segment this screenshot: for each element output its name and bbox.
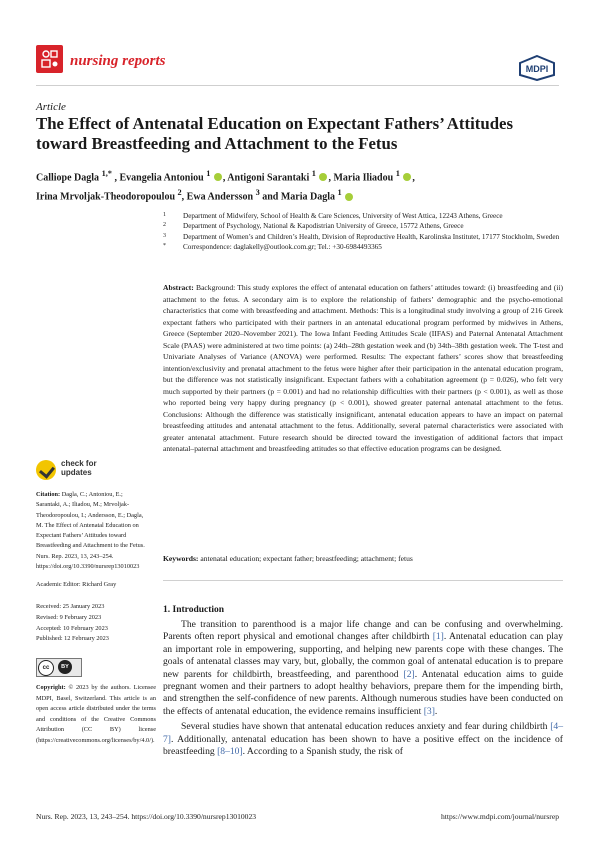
paragraph-text: . Antenatal education aims to guide pregnant women and their partners to adopt healthy behaviors, prepare them for the impending birth, and strengthen the self-confidence of new parents. Although numerous studies have been conducted on the effects of antenatal education, the evidence remains insufficient xyxy=(163,668,564,717)
paragraph-text: . According to a Spanish study, the risk of xyxy=(242,746,403,758)
author-affiliation-mark: 2 xyxy=(177,188,182,198)
check-for-updates-icon xyxy=(36,460,56,480)
footer-citation[interactable]: Nurs. Rep. 2023, 13, 243–254. https://doi.org/10.3390/nursrep13010023 xyxy=(36,812,257,821)
section-divider xyxy=(163,580,563,581)
published-date: Published: 12 February 2023 xyxy=(36,635,109,643)
author-name[interactable]: , Evangelia Antoniou xyxy=(114,172,207,184)
affiliation-item xyxy=(163,221,563,231)
section-heading: 1. Introduction xyxy=(163,605,225,615)
paragraph xyxy=(163,619,563,718)
affiliation-text: Department of Midwifery, School of Health & Care Sciences, University of West Attica, 12243 Athens, Greece xyxy=(183,212,503,220)
article-title: The Effect of Antenatal Education on Expectant Fathers’ Attitudes toward Breastfeeding and Attachment to the Fetus xyxy=(36,114,514,153)
paragraph-text: . Antenatal education can play an important role in empowering, supporting, and helping new parents cope with these changes. The goals of antenatal classes may vary, but, globally, the common goal of antenatal education is to prepare new parents for childbirth, breastfeeding, and parenthood xyxy=(163,631,563,680)
author-name[interactable]: , Ewa Andersson xyxy=(181,191,256,203)
author-affiliation-mark: 1 xyxy=(206,169,211,178)
check-updates-line: updates xyxy=(61,468,92,477)
author-name[interactable]: , Maria Iliadou xyxy=(328,172,396,184)
orcid-icon[interactable] xyxy=(403,173,411,181)
check-for-updates-label xyxy=(61,459,97,477)
author-affiliation-mark: 3 xyxy=(255,188,260,198)
orcid-icon[interactable] xyxy=(319,173,327,181)
abstract-label: Abstract: xyxy=(163,283,194,292)
copyright-text: © 2023 by the authors. Licensee MDPI, Basel, Switzerland. This article is an open access article distributed under the terms and conditions of the Creative Commons Attribution (CC BY) license (https://creativecommons.org/licenses/by/4.0/). xyxy=(36,684,156,744)
mdpi-logo-icon xyxy=(517,55,557,81)
accepted-date: Accepted: 10 February 2023 xyxy=(36,624,108,632)
citation-link[interactable]: [8–10] xyxy=(217,746,243,758)
cc-by-icon[interactable] xyxy=(36,658,82,677)
citation-link[interactable]: [4–7] xyxy=(163,721,563,745)
paragraph-text: The transition to parenthood is a major life change and can be confusing and overwhelming. Parents often report physical and emotional changes after childbirth xyxy=(163,619,563,643)
citation-text: Dagla, C.; Antoniou, E.; Sarantaki, A.; Iliadou, M.; Mrvoljak-Theodoropoulou, I.; Andersson, E.; Dagla, M. The Effect of Antenatal Education on Expectant Fathers’ Attitudes toward Breastfeeding and Attachment to the Fetus. Nurs. Rep. 2023, 13, 243–254. https://doi.org/10.3390/nursrep13010023 xyxy=(36,491,145,571)
author-name[interactable]: Irina Mrvoljak-Theodoropoulou xyxy=(36,191,178,203)
received-date: Received: 25 January 2023 xyxy=(36,603,105,610)
paragraph-text: . xyxy=(434,705,438,717)
publication-dates xyxy=(36,602,109,645)
author-affiliation-mark: 1 xyxy=(337,188,342,198)
journal-name: nursing reports xyxy=(70,53,166,69)
body-text xyxy=(163,619,563,761)
author-affiliation-mark: 1 xyxy=(311,169,316,178)
citation-link[interactable]: [1] xyxy=(432,631,444,643)
author-list: Calliope Dagla $^{1,*}$ , Evangelia Antoniou $^1$ , Antigoni Sarantaki $^1$ , Maria Iliadou $^1$ , Irina Mrvoljak-Theodoropoulou $^2$, Ewa Andersson $^3$ and Maria Dagla $^1$ xyxy=(36,169,415,203)
abstract-text: Background: This study explores the effect of antenatal education on fathers’ attitudes toward: (i) breastfeeding and (ii) attachment to the fetus. A secondary aim is to explore the relationship of fathers’ demographic and the psycho-emotional characteristics that come with breastfeeding and attachment. Methods: This is a longitudinal study involving a group of 216 Greek expectant fathers who participated with their partners in an antenatal educational program performed by midwives in Athens, Greece (September 2020–November 2021). The Iowa Infant Feeding Attitudes Scale (IIFAS) and Paternal Antenatal Attachment Scale (PAAS) were administered at two time points: (a) 24th–28th gestation week and (b) 34th–38th gestation week. The T-test and Univariate Analyses of Variance (ANOVA) were performed. Results: The expectant fathers’ scores show that breastfeeding intention/exclusivity and prenatal attachment to the fetus were higher after their participation in the antenatal education program, but the difference was not statistically insignificant. Expectant fathers with a cohabitation agreement (p = 0.026), who felt very much supported by their partners (p = 0.001) and had no relationship difficulties with their partners (p < 0.001), as well as those who reported being very happy during pregnancy (p < 0.001), showed greater paternal antenatal attachment to the fetus. Conclusions: Although the difference was statistically insignificant, antenatal education appears to have an impact on paternal breastfeeding attitudes and antenatal attachment to the fetus. Additionally, several paternal characteristics were associated with greater antenatal attachment. Future research should be directed toward the investigation of additional factors that impact antenatal–paternal attachment and breastfeeding attitudes so that effective education programs can be designed. xyxy=(163,283,563,453)
cc-label: cc xyxy=(38,660,54,676)
publisher-name: MDPI xyxy=(525,64,549,74)
affiliation-number: 1 xyxy=(163,212,166,218)
affiliation-item xyxy=(163,242,563,252)
orcid-icon[interactable] xyxy=(345,193,353,201)
footer-journal-url[interactable]: https://www.mdpi.com/journal/nursrep xyxy=(440,812,559,821)
revised-date: Revised: 9 February 2023 xyxy=(36,613,102,621)
affiliations xyxy=(163,211,563,253)
citation-block xyxy=(36,490,146,572)
affiliation-number: 2 xyxy=(163,222,166,229)
check-updates-line: check for xyxy=(61,459,97,468)
affiliation-number: * xyxy=(163,243,166,250)
correspondence-text: Correspondence: daglakelly@outlook.com.gr; Tel.: +30-6984493365 xyxy=(183,243,382,252)
author-affiliation-mark: 1 xyxy=(395,169,400,178)
keywords xyxy=(163,553,563,564)
keywords-text: antenatal education; expectant father; breastfeeding; attachment; fetus xyxy=(200,554,413,563)
abstract xyxy=(163,282,563,455)
affiliation-number: 3 xyxy=(163,232,166,239)
affiliation-text: Department of Women’s and Children’s Health, Division of Reproductive Health, Karolinska Institutet, 17177 Stockholm, Sweden xyxy=(183,232,560,241)
keywords-label: Keywords: xyxy=(163,554,199,563)
author-name[interactable]: , Antigoni Sarantaki xyxy=(222,172,312,184)
citation-link[interactable]: [2] xyxy=(403,668,415,680)
citation-link[interactable]: [3] xyxy=(423,705,435,717)
academic-editor: Academic Editor: Richard Gray xyxy=(36,581,117,588)
paragraph-text: . Additionally, antenatal education has been shown to have a positive effect on the incidence of breastfeeding xyxy=(163,733,563,758)
article-type: Article xyxy=(36,101,66,113)
affiliation-text: Department of Psychology, National & Kapodistrian University of Greece, 15772 Athens, Greece xyxy=(183,222,464,231)
copyright-label: Copyright: xyxy=(36,684,66,691)
paragraph-text: Several studies have shown that antenatal education reduces anxiety and fear during childbirth xyxy=(181,721,551,733)
journal-logo-icon xyxy=(36,45,63,73)
orcid-icon[interactable] xyxy=(214,173,222,181)
copyright-notice xyxy=(36,683,156,747)
affiliation-item xyxy=(163,232,563,242)
author-name[interactable]: and Maria Dagla xyxy=(259,191,338,203)
author-affiliation-mark: 1,* xyxy=(101,169,112,178)
author-name[interactable]: Calliope Dagla xyxy=(36,172,102,184)
citation-label: Citation: xyxy=(36,491,61,498)
by-label: BY xyxy=(58,660,72,674)
header-divider xyxy=(36,85,559,86)
check-for-updates-button[interactable] xyxy=(36,459,136,485)
paragraph xyxy=(163,721,563,758)
affiliation-item xyxy=(163,211,563,221)
